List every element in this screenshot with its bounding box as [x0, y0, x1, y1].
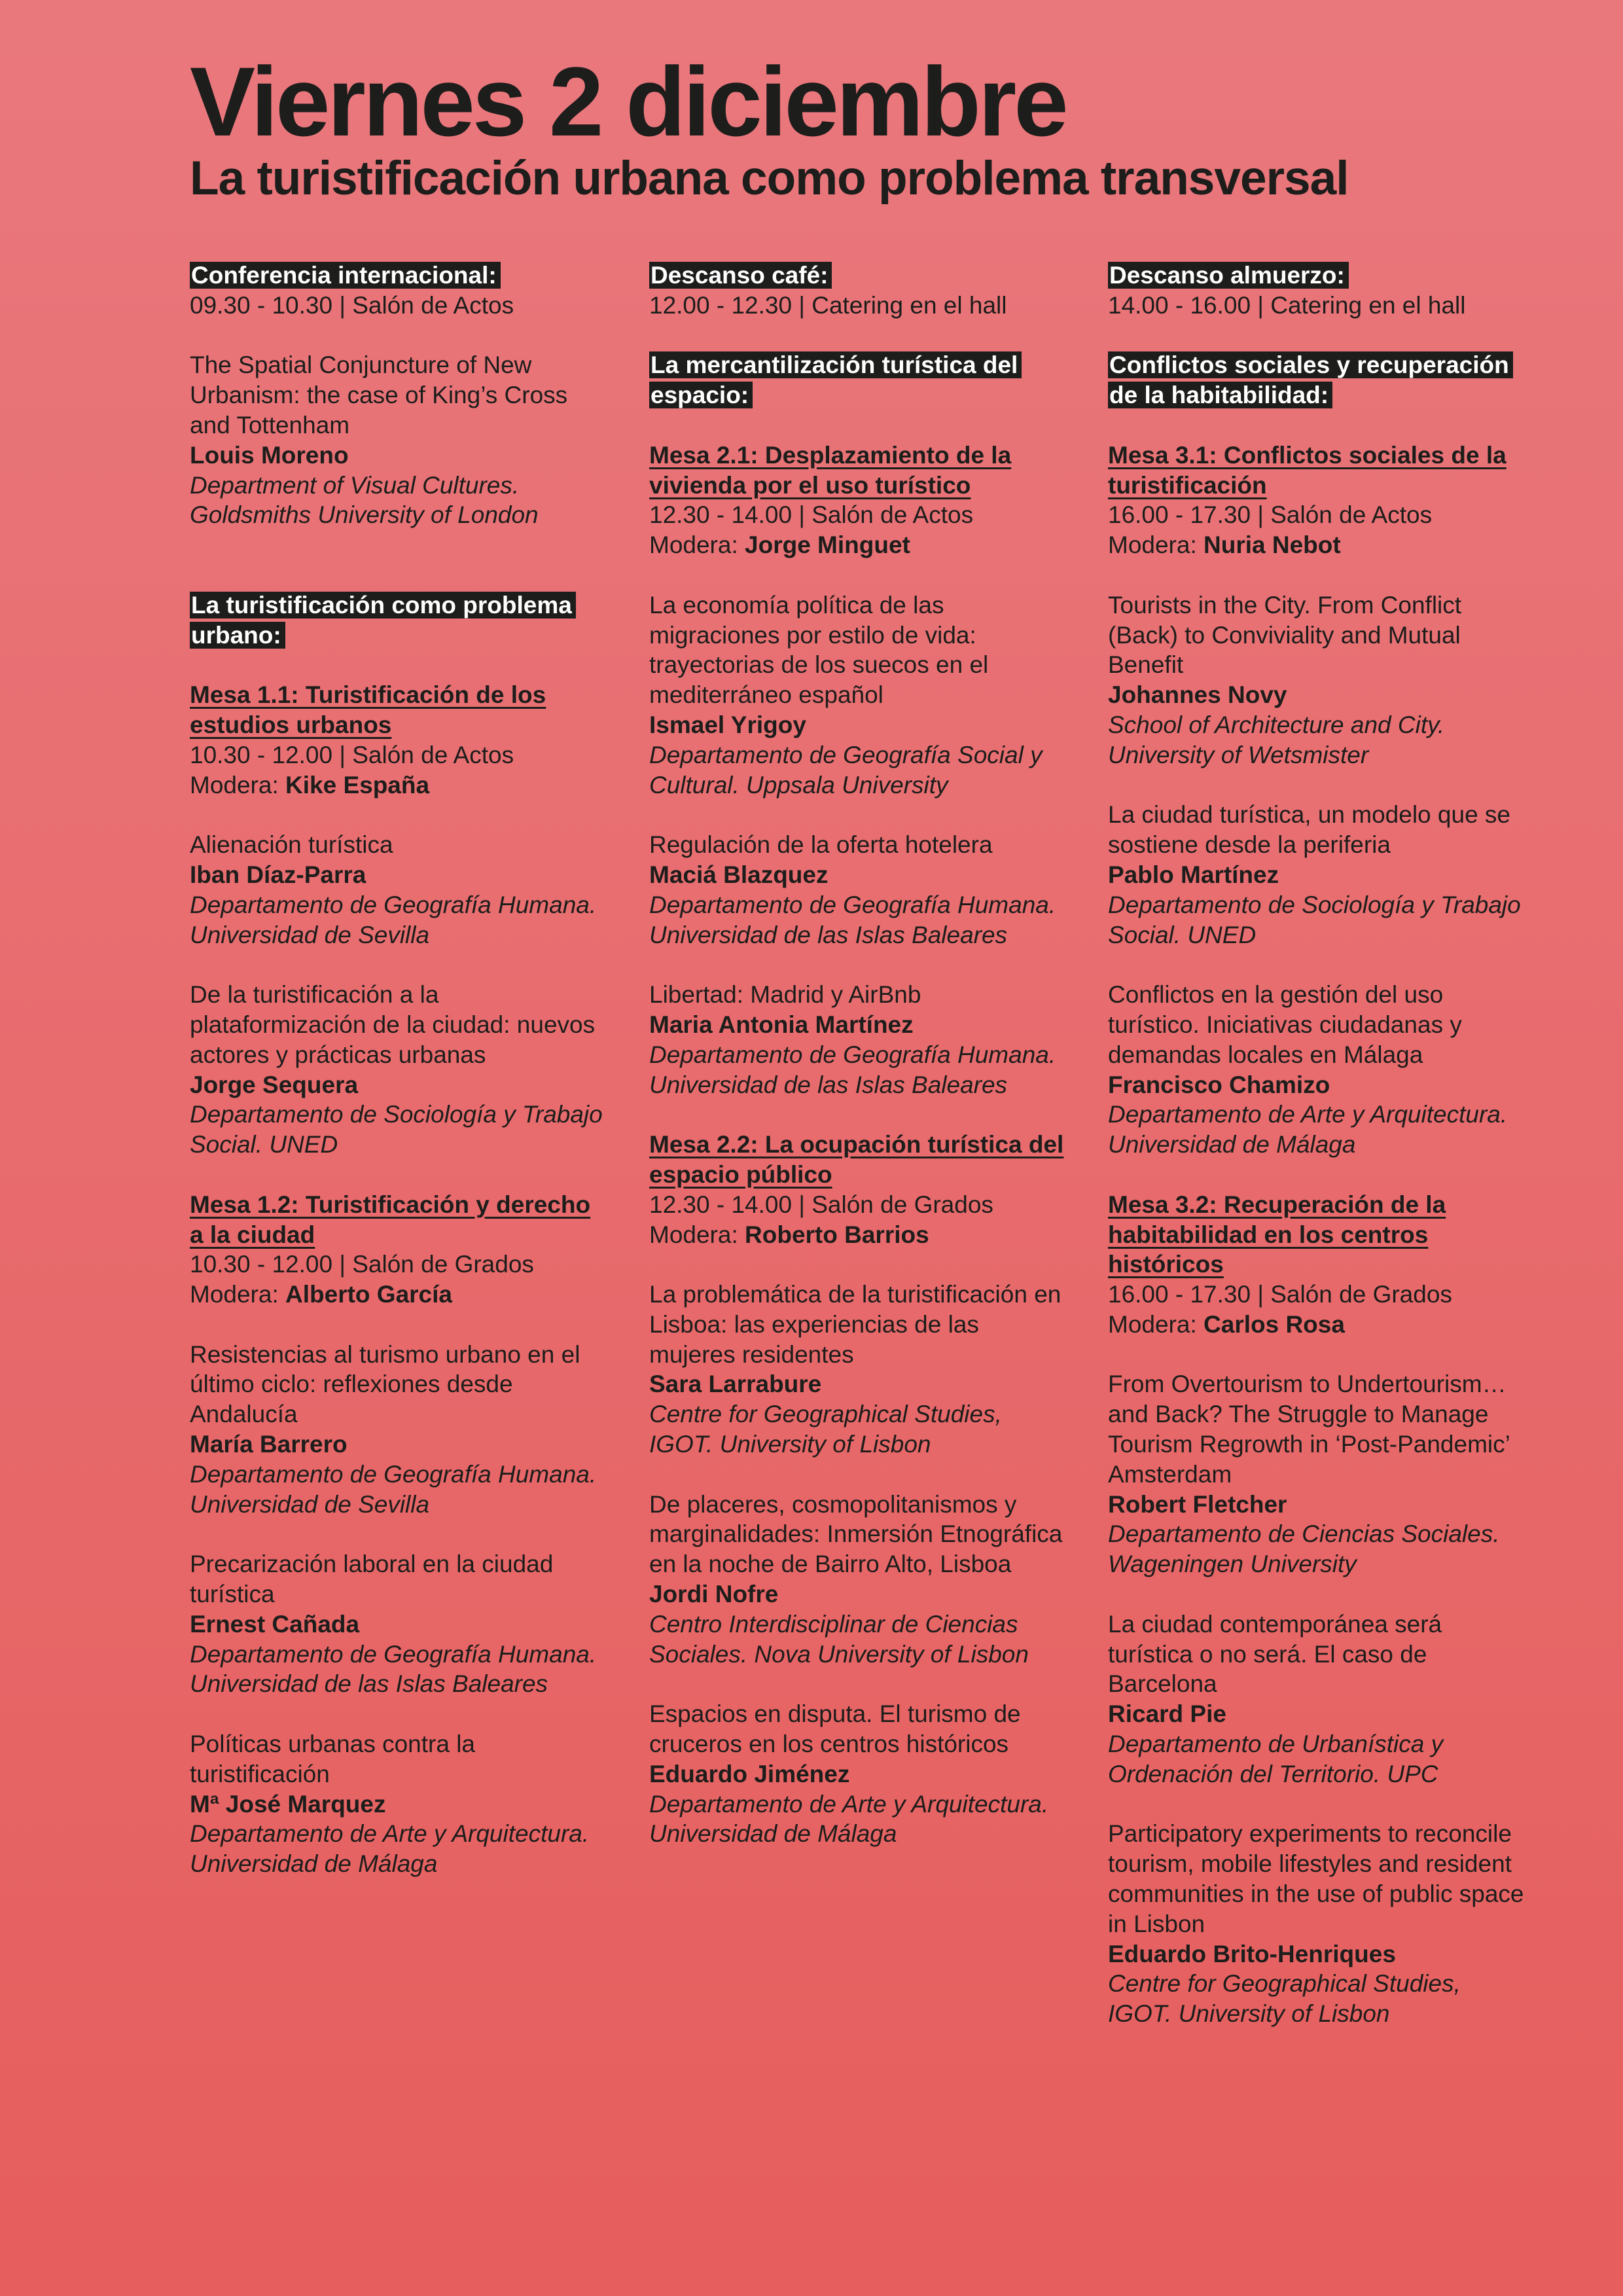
speaker-affiliation: Centre for Geographical Studies, IGOT. University of Lisbon: [649, 1401, 1002, 1458]
talk-item: [190, 1340, 609, 1520]
section-block: [190, 590, 609, 651]
talk-item: [190, 830, 609, 950]
talk-title: La problemática de la turistificación en Lisboa: las experiencias de las mujeres residentes: [649, 1281, 1061, 1368]
speaker-name: Ismael Yrigoy: [649, 711, 806, 738]
talk-title: Políticas urbanas contra la turistificación: [190, 1731, 476, 1787]
speaker-affiliation: Departamento de Geografía Humana. Universidad de las Islas Baleares: [649, 1041, 1056, 1098]
speaker-name: Jorge Sequera: [190, 1071, 359, 1098]
mesa-time: 10.30 - 12.00 | Salón de Grados: [190, 1251, 534, 1278]
talk-title: De la turistificación a la plataformización de la ciudad: nuevos actores y prácticas urbanas: [190, 981, 596, 1068]
speaker-affiliation: Departamento de Arte y Arquitectura. Universidad de Málaga: [649, 1790, 1049, 1848]
mesa-header: [1108, 440, 1527, 560]
speaker-affiliation: Department of Visual Cultures. Goldsmiths University of London: [190, 471, 539, 529]
speaker-name: Robert Fletcher: [1108, 1490, 1287, 1518]
speaker-name: Eduardo Brito-Henriques: [1108, 1940, 1396, 1967]
speaker-name: Iban Díaz-Parra: [190, 861, 366, 888]
talk-title: Regulación de la oferta hotelera: [649, 831, 993, 859]
mesa-time: 12.30 - 14.00 | Salón de Grados: [649, 1191, 993, 1218]
mesa-header: [1108, 1190, 1527, 1340]
mesa-title: Mesa 1.1: Turistificación de los estudios urbanos: [190, 681, 546, 738]
section-block: [1108, 350, 1527, 410]
mesa-time: 16.00 - 17.30 | Salón de Actos: [1108, 501, 1433, 529]
speaker-name: Johannes Novy: [1108, 681, 1287, 709]
mesa-header: [649, 1130, 1068, 1249]
talk-item: [1108, 590, 1527, 770]
mesa-moderator: Modera: Nuria Nebot: [1108, 531, 1341, 559]
speaker-name: Jordi Nofre: [649, 1581, 779, 1608]
break-block: [649, 260, 1068, 321]
talk-item: [649, 590, 1068, 800]
section-label-urban: La turistificación como problema urbano:: [190, 592, 576, 649]
column-3: [1108, 260, 1527, 2059]
page-subtitle: La turistificación urbana como problema transversal: [190, 152, 1349, 205]
speaker-name: Eduardo Jiménez: [649, 1760, 850, 1787]
mesa-header: [190, 680, 609, 800]
talk-title: Conflictos en la gestión del uso turístico. Iniciativas ciudadanas y demandas locales en Málaga: [1108, 981, 1462, 1068]
section-label-commodification: La mercantilización turística del espacio:: [649, 351, 1022, 408]
mesa-title: Mesa 2.1: Desplazamiento de la vivienda por el uso turístico: [649, 441, 1012, 499]
speaker-affiliation: Departamento de Sociología y Trabajo Social. UNED: [190, 1101, 603, 1158]
break-time: 14.00 - 16.00 | Catering en el hall: [1108, 291, 1466, 319]
talk-title: Participatory experiments to reconcile tourism, mobile lifestyles and resident communities in the use of public space in Lisbon: [1108, 1820, 1524, 1937]
speaker-affiliation: School of Architecture and City. University of Wetsmister: [1108, 711, 1445, 768]
speaker-name: María Barrero: [190, 1431, 348, 1458]
mesa-moderator: Modera: Roberto Barrios: [649, 1221, 929, 1248]
section-block: [649, 350, 1068, 410]
mesa-moderator: Modera: Alberto García: [190, 1281, 452, 1308]
talk-title: Resistencias al turismo urbano en el último ciclo: reflexiones desde Andalucía: [190, 1340, 580, 1428]
talk-item: [649, 1280, 1068, 1460]
talk-item: [1108, 1369, 1527, 1579]
talk-title: La economía política de las migraciones por estilo de vida: trayectorias de los suecos en el mediterráneo español: [649, 591, 989, 709]
talk-item: [190, 1549, 609, 1699]
speaker-affiliation: Departamento de Geografía Social y Cultural. Uppsala University: [649, 741, 1043, 798]
mesa-time: 12.30 - 14.00 | Salón de Actos: [649, 501, 974, 529]
speaker-name: Ricard Pie: [1108, 1700, 1226, 1728]
section-label-conflicts: Conflictos sociales y recuperación de la habitabilidad:: [1108, 351, 1513, 408]
speaker-affiliation: Departamento de Geografía Humana. Universidad de Sevilla: [190, 1460, 597, 1518]
mesa-moderator: Modera: Jorge Minguet: [649, 531, 910, 559]
speaker-name: Mª José Marquez: [190, 1790, 386, 1818]
speaker-affiliation: Departamento de Urbanística y Ordenación del Territorio. UPC: [1108, 1731, 1444, 1787]
talk-title: From Overtourism to Undertourism… and Back? The Struggle to Manage Tourism Regrowth in ‘Post-Pandemic’ Amsterdam: [1108, 1371, 1510, 1488]
break-block: [1108, 260, 1527, 321]
talk-title: Precarización laboral en la ciudad turística: [190, 1551, 554, 1608]
speaker-affiliation: Centre for Geographical Studies, IGOT. University of Lisbon: [1108, 1970, 1461, 2028]
mesa-title: Mesa 3.1: Conflictos sociales de la turistificación: [1108, 441, 1507, 499]
mesa-title: Mesa 3.2: Recuperación de la habitabilidad en los centros históricos: [1108, 1191, 1446, 1278]
talk-item: [1108, 1819, 1527, 2029]
mesa-header: [190, 1190, 609, 1310]
column-1: [190, 260, 609, 1909]
section-label-conference: Conferencia internacional:: [190, 262, 501, 289]
mesa-moderator: Modera: Carlos Rosa: [1108, 1310, 1345, 1338]
mesa-header: [649, 440, 1068, 560]
speaker-affiliation: Departamento de Arte y Arquitectura. Universidad de Málaga: [190, 1820, 590, 1878]
talk-item: [190, 1729, 609, 1879]
speaker-affiliation: Departamento de Arte y Arquitectura. Universidad de Málaga: [1108, 1101, 1508, 1158]
speaker-affiliation: Centro Interdisciplinar de Ciencias Sociales. Nova University of Lisbon: [649, 1610, 1029, 1668]
conference-block: [190, 260, 609, 321]
section-label-lunch-break: Descanso almuerzo:: [1108, 262, 1349, 289]
mesa-time: 10.30 - 12.00 | Salón de Actos: [190, 741, 514, 768]
speaker-name: Louis Moreno: [190, 441, 349, 469]
talk-title: Tourists in the City. From Conflict (Back) to Conviviality and Mutual Benefit: [1108, 591, 1462, 679]
speaker-name: Pablo Martínez: [1108, 861, 1279, 888]
talk-title: De placeres, cosmopolitanismos y marginalidades: Inmersión Etnográfica en la noche de Bairro Alto, Lisboa: [649, 1490, 1063, 1578]
talk-title: Libertad: Madrid y AirBnb: [649, 981, 921, 1009]
mesa-title: Mesa 2.2: La ocupación turística del espacio público: [649, 1131, 1064, 1188]
speaker-name: Ernest Cañada: [190, 1610, 360, 1638]
talk-item: [649, 980, 1068, 1100]
speaker-affiliation: Departamento de Geografía Humana. Universidad de las Islas Baleares: [190, 1640, 597, 1698]
mesa-title: Mesa 1.2: Turistificación y derecho a la ciudad: [190, 1191, 591, 1248]
speaker-name: Francisco Chamizo: [1108, 1071, 1330, 1098]
speaker-affiliation: Departamento de Geografía Humana. Universidad de las Islas Baleares: [649, 891, 1056, 948]
talk-item: [649, 1490, 1068, 1670]
talk-item: [649, 830, 1068, 950]
speaker-name: Maria Antonia Martínez: [649, 1011, 914, 1038]
speaker-name: Sara Larrabure: [649, 1371, 822, 1398]
talk-item: [190, 980, 609, 1160]
talk-item: [1108, 800, 1527, 950]
talk-title: La ciudad turística, un modelo que se sostiene desde la periferia: [1108, 801, 1510, 859]
talk-item: [649, 1699, 1068, 1849]
break-time: 12.00 - 12.30 | Catering en el hall: [649, 291, 1007, 319]
section-label-coffee-break: Descanso café:: [649, 262, 832, 289]
speaker-affiliation: Departamento de Sociología y Trabajo Social. UNED: [1108, 891, 1521, 948]
talk-item: [190, 350, 609, 530]
talk-title: La ciudad contemporánea será turística o no será. El caso de Barcelona: [1108, 1610, 1442, 1698]
page-title: Viernes 2 diciembre: [190, 46, 1066, 156]
talk-title: Espacios en disputa. El turismo de cruceros en los centros históricos: [649, 1700, 1021, 1758]
mesa-moderator: Modera: Kike España: [190, 771, 430, 798]
column-2: [649, 260, 1068, 1879]
talk-title: The Spatial Conjuncture of New Urbanism: the case of King’s Cross and Tottenham: [190, 351, 568, 439]
mesa-time: 16.00 - 17.30 | Salón de Grados: [1108, 1281, 1452, 1308]
talk-item: [1108, 980, 1527, 1160]
speaker-affiliation: Departamento de Geografía Humana. Universidad de Sevilla: [190, 891, 597, 948]
talk-item: [1108, 1609, 1527, 1789]
conference-time: 09.30 - 10.30 | Salón de Actos: [190, 291, 514, 319]
talk-title: Alienación turística: [190, 831, 393, 859]
speaker-name: Maciá Blazquez: [649, 861, 829, 888]
speaker-affiliation: Departamento de Ciencias Sociales. Wageningen University: [1108, 1520, 1500, 1578]
